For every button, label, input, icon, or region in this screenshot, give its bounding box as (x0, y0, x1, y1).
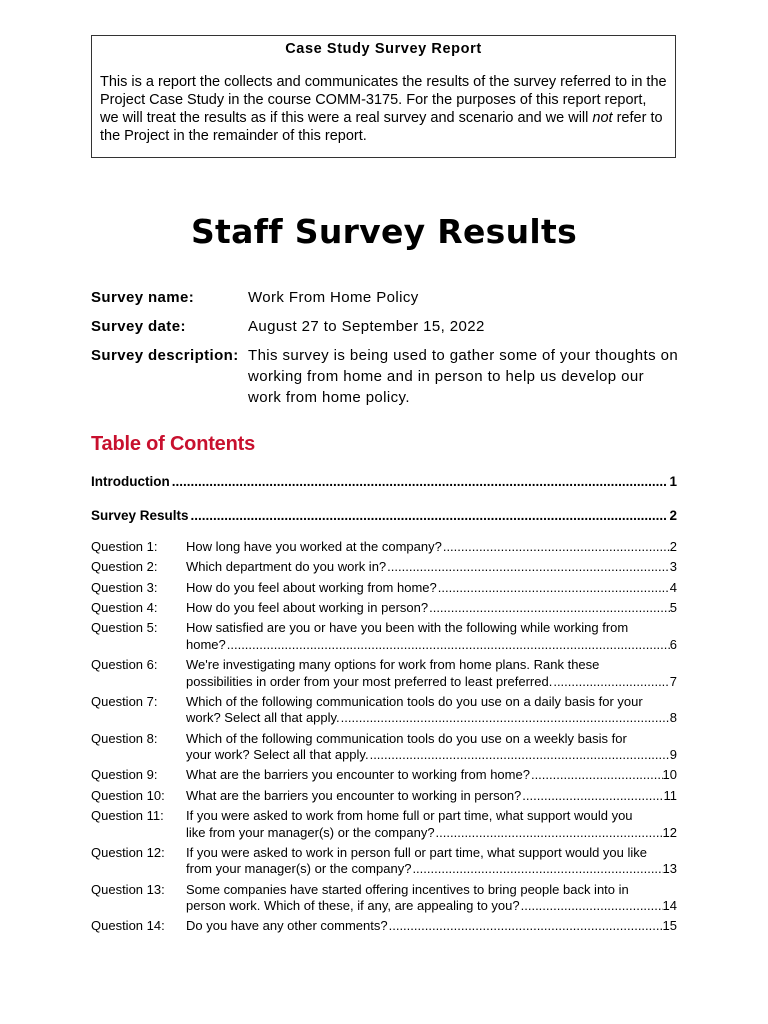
page-title: Staff Survey Results (190, 212, 578, 251)
toc-question-number: Question 3: (91, 579, 158, 595)
toc-question-page: 14 (662, 898, 677, 914)
toc-leader-dots (172, 473, 668, 491)
toc-question-entry[interactable] (91, 788, 677, 805)
toc-question-page: 15 (662, 918, 677, 934)
toc-question-text-line: If you were asked to work in person full or part time, what support would you like (186, 844, 647, 860)
toc-leader-dots (443, 539, 670, 556)
toc-question-title: How do you feel about working in person? (186, 599, 429, 615)
toc-question-entry[interactable] (91, 694, 677, 727)
toc-question-text (186, 620, 677, 653)
survey-name-row (91, 287, 681, 309)
toc-question-number: Question 10: (91, 787, 165, 803)
toc-question-number: Question 2: (91, 559, 158, 575)
toc-question-number: Question 6: (91, 657, 158, 672)
toc-question-text-line: Which of the following communication tools do you use on a daily basis for your (186, 693, 643, 709)
toc-question-entry[interactable] (91, 657, 677, 690)
survey-date-value: August 27 to September 15, 2022 (248, 318, 485, 335)
case-study-notice-box (91, 35, 676, 158)
toc-question-title: possibilities in order from your most preferred to least preferred. (186, 673, 553, 689)
toc-entry-introduction[interactable] (91, 473, 677, 491)
toc-question-text-line (186, 788, 677, 805)
toc-leader-dots (341, 710, 670, 727)
toc-question-title: from your manager(s) or the company? (186, 861, 412, 877)
toc-leader-dots (522, 788, 663, 805)
toc-question-text-line (186, 747, 677, 764)
toc-entry-label: Introduction (91, 474, 170, 489)
toc-question-text (186, 767, 677, 784)
toc-leader-dots (387, 559, 670, 576)
survey-description-label: Survey description: (91, 347, 239, 364)
toc-entry-page: 2 (669, 508, 677, 523)
toc-question-text-line (186, 825, 677, 842)
toc-question-page: 13 (662, 861, 677, 877)
toc-question-entry[interactable] (91, 731, 677, 764)
toc-question-text-line (186, 539, 677, 556)
survey-name-value: Work From Home Policy (248, 289, 419, 306)
toc-question-text-line (186, 600, 677, 617)
toc-entry-survey-results[interactable] (91, 507, 677, 525)
toc-heading: Table of Contents (91, 433, 256, 455)
toc-question-text (186, 539, 677, 556)
toc-question-text-line (186, 580, 677, 597)
toc-question-entry[interactable] (91, 882, 677, 915)
toc-question-number: Question 5: (91, 620, 158, 636)
toc-question-text-line: Some companies have started offering incentives to bring people back into in (186, 881, 629, 897)
toc-question-text-line (186, 674, 677, 691)
toc-question-title: What are the barriers you encounter to working in person? (186, 787, 522, 803)
toc-question-page: 10 (662, 767, 677, 783)
toc-question-entry[interactable] (91, 600, 677, 617)
toc-question-number: Question 12: (91, 844, 165, 860)
notice-body-emphasis: not (592, 110, 613, 126)
toc-leader-dots (436, 825, 663, 842)
toc-question-title: home? (186, 636, 226, 652)
toc-question-entry[interactable] (91, 767, 677, 784)
toc-leader-dots (412, 861, 662, 878)
toc-question-page: 9 (669, 747, 677, 763)
toc-question-number: Question 4: (91, 599, 158, 615)
notice-body-text-end: refer to the Project in the remainder of this report. (100, 110, 663, 144)
toc-question-text (186, 694, 677, 727)
toc-leader-dots (438, 580, 670, 597)
survey-date-label: Survey date: (91, 318, 186, 335)
toc-question-page: 11 (663, 787, 677, 803)
toc-entry-label: Survey Results (91, 508, 189, 523)
toc-question-page: 7 (669, 673, 677, 689)
survey-name-label: Survey name: (91, 289, 195, 306)
toc-question-text-line (186, 767, 677, 784)
toc-question-page: 12 (662, 824, 677, 840)
toc-question-page: 3 (669, 559, 677, 575)
toc-question-text-line (186, 637, 677, 654)
survey-date-row (91, 316, 681, 338)
toc-leader-dots (531, 767, 663, 784)
toc-question-number: Question 14: (91, 918, 165, 934)
toc-question-entry[interactable] (91, 620, 677, 653)
toc-question-entry[interactable] (91, 539, 677, 556)
toc-leader-dots (521, 898, 663, 915)
toc-question-title: Which department do you work in? (186, 559, 387, 575)
toc-question-text-line (186, 918, 677, 935)
survey-description-row (91, 345, 681, 411)
toc-question-text-line: How satisfied are you or have you been with the following while working from (186, 620, 629, 636)
toc-question-number: Question 8: (91, 730, 158, 746)
toc-question-text-line (186, 898, 677, 915)
toc-leader-dots (191, 507, 668, 525)
toc-question-page: 8 (669, 710, 677, 726)
toc-question-text-line: If you were asked to work from home full or part time, what support would you (186, 808, 633, 823)
toc-question-text-line: Which of the following communication tools do you use on a weekly basis for (186, 730, 627, 746)
notice-body-text: This is a report the collects and communicates the results of the survey referred to in the Project Case Study in the course COMM-3175. For the purposes of this report report, we will treat the results as if this were a real survey and scenario and we will (100, 74, 667, 126)
toc-question-text (186, 600, 677, 617)
survey-description-value: This survey is being used to gather some of your thoughts on working from home and in person to help us develop our work from home policy. (248, 347, 679, 406)
toc-question-entry[interactable] (91, 580, 677, 597)
toc-question-text (186, 808, 677, 841)
toc-question-entry[interactable] (91, 559, 677, 576)
toc-question-text (186, 559, 677, 576)
toc-question-text-line (186, 710, 677, 727)
toc-question-text (186, 731, 677, 764)
toc-question-entry[interactable] (91, 808, 677, 841)
toc-leader-dots (389, 918, 663, 935)
toc-question-number: Question 1: (91, 539, 158, 554)
toc-question-page: 5 (669, 599, 677, 615)
toc-question-text (186, 657, 677, 690)
toc-question-text-line: We're investigating many options for work from home plans. Rank these (186, 657, 600, 672)
toc-question-number: Question 11: (91, 808, 164, 823)
toc-question-text (186, 882, 677, 915)
toc-question-entry[interactable] (91, 918, 677, 935)
toc-question-number: Question 7: (91, 693, 158, 709)
toc-question-text (186, 918, 677, 935)
toc-question-text (186, 788, 677, 805)
toc-question-number: Question 9: (91, 767, 158, 783)
toc-question-title: How long have you worked at the company? (186, 539, 442, 554)
notice-body (100, 73, 667, 145)
toc-question-page: 2 (669, 539, 677, 554)
toc-question-title: How do you feel about working from home? (186, 579, 437, 595)
toc-question-title: What are the barriers you encounter to working from home? (186, 767, 530, 783)
toc-question-page: 6 (669, 636, 677, 652)
notice-title: Case Study Survey Report (285, 41, 482, 57)
toc-question-text-line (186, 861, 677, 878)
toc-question-title: like from your manager(s) or the company? (186, 824, 435, 840)
toc-question-number: Question 13: (91, 881, 165, 897)
toc-leader-dots (370, 747, 670, 764)
toc-question-text (186, 845, 677, 878)
toc-question-title: work? Select all that apply. (186, 710, 340, 726)
toc-question-text (186, 580, 677, 597)
toc-question-title: person work. Which of these, if any, are appealing to you? (186, 898, 520, 914)
toc-question-entry[interactable] (91, 845, 677, 878)
toc-question-page: 4 (669, 579, 677, 595)
toc-leader-dots (227, 637, 670, 654)
toc-leader-dots (553, 674, 669, 691)
toc-question-title: Do you have any other comments? (186, 918, 388, 934)
toc-question-text-line (186, 559, 677, 576)
toc-question-title: your work? Select all that apply. (186, 747, 369, 763)
toc-leader-dots (429, 600, 670, 617)
toc-entry-page: 1 (669, 474, 677, 489)
